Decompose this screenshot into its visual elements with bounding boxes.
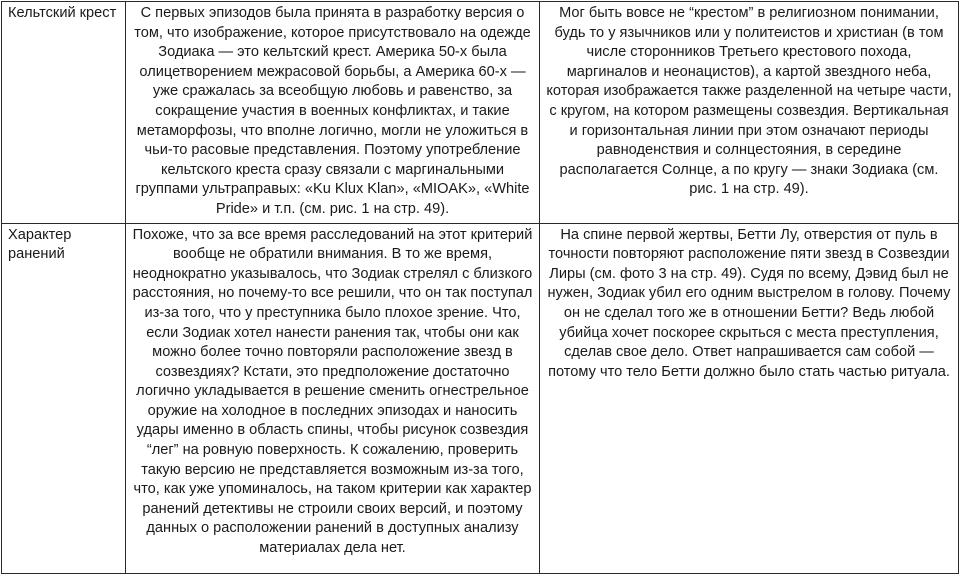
description-cell: Похоже, что за все время расследований на этот критерий вообще не обратили внимания. В то же время, неоднократно указывалось, что Зодиак стрелял с близкого расстояния, но почему-то все решили, что он так поступал из-за того, что у преступника было плохое зрение. Что, если Зодиак хотел нанести ранения так, чтобы они как можно более точно повторяли расположение звезд в созвездиях? Кстати, это предположение достаточно логично укладывается в решение сменить огнестрельное оружие на холодное в последних эпизодах и наносить удары именно в область спины, чтобы рисунок созвездия “лег” на ровную поверхность. К сожалению, проверить такую версию не представляется возможным из-за того, что, как уже упоминалось, на таком критерии как характер ранений детективы не строили своих версий, и поэтому данных о расположении ранений в доступных анализу материалах дела нет. bbox=[126, 223, 540, 573]
description-cell: С первых эпизодов была принята в разработку версия о том, что изображение, которое присутствовало на одежде Зодиака — это кельтский крест. Америка 50-х была олицетворением межрасовой борьбы, а Америка 60-х — уже сражалась за всеобщую любовь и равенство, за сокращение участия в военных конфликтах, и такие метаморфозы, что вполне логично, могли не уложиться в чьи-то расовые представления. Поэтому употребление кельтского креста сразу связали с маргинальными группами ультраправых: «Ku Klux Klan», «MIOAK», «White Pride» и т.п. (см. рис. 1 на стр. 49). bbox=[126, 2, 540, 224]
interpretation-cell: Мог быть вовсе не “крестом” в религиозном понимании, будь то у язычников или у политеистов и христиан (в том числе сторонников Третьего крестового похода, маргиналов и неонацистов), а картой звездного неба, которая изображается также разделенной на четыре части, с кругом, на котором размещены созвездия. Вертикальная и горизонтальная линии при этом означают периоды равноденствия и солнцестояния, в середине располагается Солнце, а по кругу — знаки Зодиака (см. рис. 1 на стр. 49). bbox=[540, 2, 959, 224]
comparison-table bbox=[1, 1, 959, 574]
interpretation-cell: На спине первой жертвы, Бетти Лу, отверстия от пуль в точности повторяют расположение пяти звезд в Созвездии Лиры (см. фото 3 на стр. 49). Судя по всему, Дэвид был не нужен, Зодиак убил его одним выстрелом в голову. Почему он не сделал того же в отношении Бетти? Ведь любой убийца хочет поскорее скрыться с места преступления, сделав свое дело. Ответ напрашивается сам собой — потому что тело Бетти должно было стать частью ритуала. bbox=[540, 223, 959, 573]
row-label-cell: Кельтский крест bbox=[2, 2, 126, 224]
table-row bbox=[2, 2, 959, 224]
row-label-cell: Характер ранений bbox=[2, 223, 126, 573]
table-row bbox=[2, 223, 959, 573]
